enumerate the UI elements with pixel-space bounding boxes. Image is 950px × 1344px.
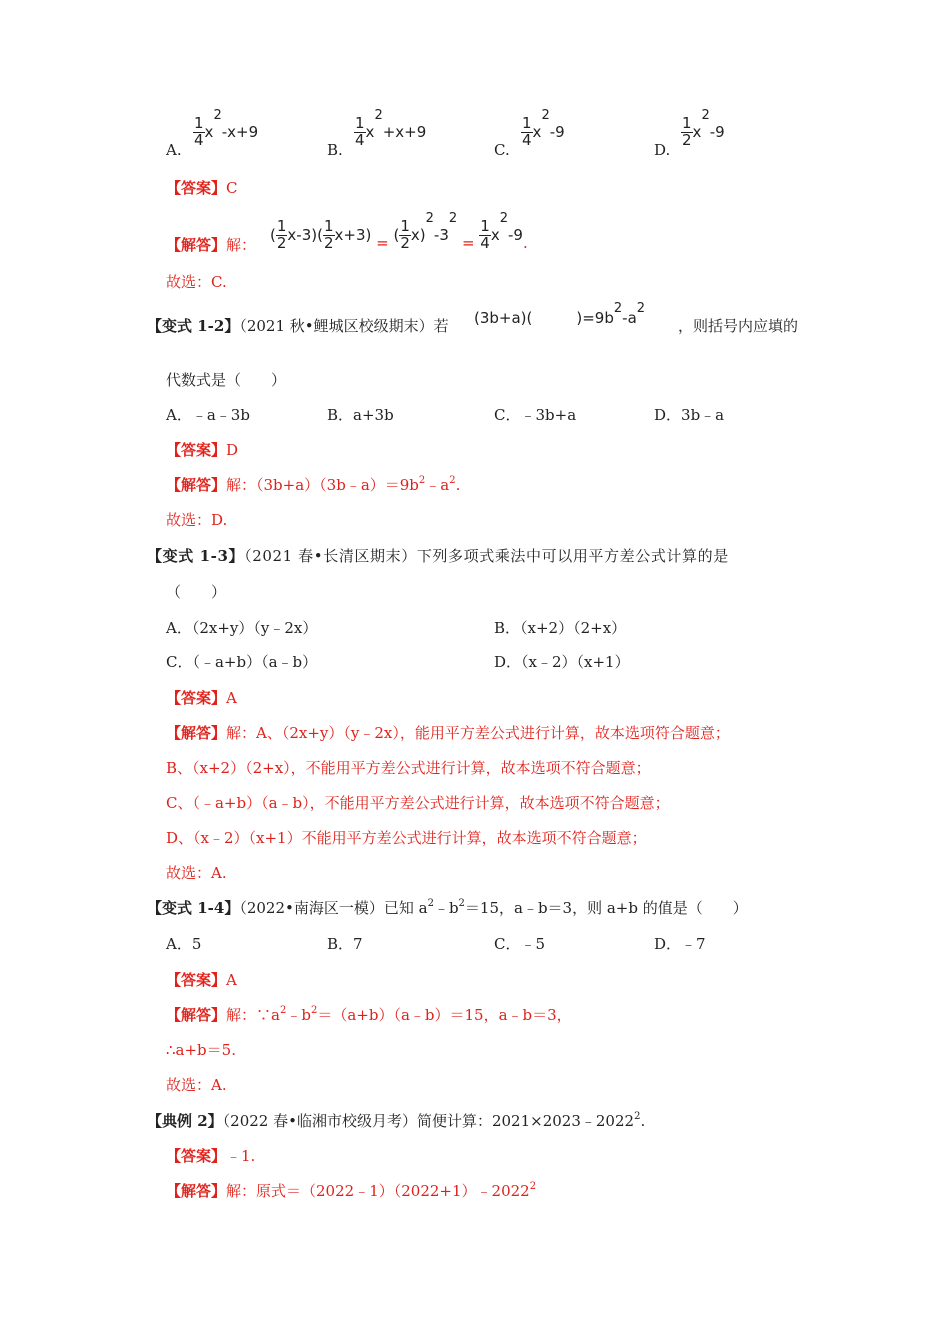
- frac-den: 4: [355, 130, 365, 149]
- solution-tag: 【解答】: [166, 476, 227, 494]
- solution-text: 解：原式＝（2022﹣1）（2022+1）﹣2022: [226, 1182, 530, 1200]
- frac-num: 1: [682, 114, 692, 132]
- term: -3: [433, 225, 449, 244]
- exp: 2: [310, 1005, 318, 1016]
- frac-num: 1: [480, 217, 490, 235]
- frac-den: 2: [323, 233, 334, 252]
- q1-choose: 故选：C.: [166, 273, 227, 291]
- term: x: [490, 225, 500, 244]
- exp: 2: [425, 211, 434, 226]
- v13-option-d: D．（x﹣2）（x+1）: [494, 653, 630, 671]
- question-source: （2021 秋•鲤城区校级期末）若: [239, 317, 449, 335]
- answer-tag: 【答案】: [166, 441, 227, 459]
- paren: (: [393, 225, 400, 244]
- answer-tag: 【答案】: [166, 971, 227, 989]
- question-tag: 【变式 1-3】: [147, 547, 245, 565]
- v12-solution: [166, 475, 460, 495]
- tail: -9: [709, 122, 725, 141]
- v14-solution-line1: [166, 1005, 572, 1025]
- ex2-answer: [166, 1146, 255, 1166]
- var: x: [532, 122, 542, 141]
- answer-value: ﹣1.: [226, 1147, 256, 1165]
- paren: (: [317, 225, 323, 244]
- v13-solution-line4: D、（x﹣2）（x+1）不能用平方差公式进行计算，故本选项不符合题意；: [166, 829, 647, 847]
- v12-choose: 故选：D.: [166, 511, 228, 529]
- v13-option-b: B．（x+2）（2+x）: [494, 619, 627, 637]
- v12-option-c: C．﹣3b+a: [494, 406, 577, 424]
- question-text: ＝15，a﹣b＝3，则 a+b 的值是（ ）: [464, 899, 748, 917]
- var: x: [204, 122, 214, 141]
- question-text: .: [640, 1112, 646, 1130]
- v13-question: [147, 546, 729, 566]
- equals-sign: =: [461, 233, 475, 252]
- v13-option-c: C．（﹣a+b）（a﹣b）: [166, 653, 318, 671]
- answer-value: A: [226, 689, 237, 707]
- v12-option-d: D．3b﹣a: [654, 406, 725, 424]
- ex2-question: [147, 1111, 645, 1131]
- v13-solution-line1: [166, 723, 730, 743]
- answer-value: A: [226, 971, 237, 989]
- q1-option-c-expr: [521, 108, 565, 149]
- term: x-3): [287, 225, 318, 244]
- q1-solution-lead: [166, 235, 256, 255]
- exp: 2: [541, 108, 550, 123]
- term: x): [410, 225, 426, 244]
- frac-den: 2: [682, 130, 692, 149]
- solution-text: ＝（a+b）（a﹣b）＝15，a﹣b＝3，: [317, 1006, 572, 1024]
- v14-answer: [166, 970, 237, 990]
- answer-value: C: [226, 179, 238, 197]
- period: .: [522, 233, 528, 252]
- answer-tag: 【答案】: [166, 179, 227, 197]
- paren: (: [270, 225, 276, 244]
- exp: 2: [499, 211, 509, 226]
- exp: 2: [636, 301, 646, 316]
- frac-num: 1: [276, 217, 287, 235]
- equals-sign: =: [376, 233, 389, 252]
- exp: 2: [449, 475, 456, 486]
- v14-option-a: A．5: [166, 935, 202, 953]
- v12-question: [147, 316, 449, 336]
- solution-text: ﹣b: [286, 1006, 311, 1024]
- solution-text: .: [455, 476, 461, 494]
- solution-text: 解：（3b+a）（3b﹣a）＝9b: [226, 476, 419, 494]
- q1-option-d-label: D.: [654, 141, 671, 159]
- frac-num: 1: [400, 217, 410, 235]
- exp: 2: [613, 301, 623, 316]
- q1-answer: [166, 178, 238, 198]
- question-text: （2022 春•临湘市校级月考）简便计算：2021×2023﹣2022: [222, 1112, 635, 1130]
- v12-answer: [166, 440, 238, 460]
- term: x+3): [334, 225, 372, 244]
- expr-minus: -a: [622, 309, 637, 327]
- tail: -9: [549, 122, 565, 141]
- solution-tag: 【解答】: [166, 1182, 227, 1200]
- q1-option-d-expr: [681, 108, 725, 149]
- frac-den: 4: [480, 233, 490, 252]
- expr-left: (3b+a)(: [474, 309, 533, 327]
- v13-answer: [166, 688, 237, 708]
- question-tag: 【变式 1-2】: [147, 317, 240, 335]
- question-tag: 【变式 1-4】: [147, 899, 240, 917]
- ex2-solution: [166, 1181, 536, 1201]
- v14-option-c: C．﹣5: [494, 935, 546, 953]
- tail: +x+9: [382, 122, 427, 141]
- frac-den: 2: [400, 233, 410, 252]
- v12-question-tail: ，则括号内应填的: [678, 317, 799, 335]
- v13-option-a: A．（2x+y）（y﹣2x）: [166, 619, 318, 637]
- v14-option-d: D．﹣7: [654, 935, 706, 953]
- q1-option-a-label: A.: [166, 141, 182, 159]
- exp: 2: [529, 1181, 537, 1192]
- answer-value: D: [226, 441, 239, 459]
- exp: 2: [448, 211, 458, 226]
- question-text: （2021 春•长清区期末）下列多项式乘法中可以用平方差公式计算的是: [244, 547, 729, 565]
- v12-question-line2: 代数式是（ ）: [166, 371, 287, 389]
- q1-option-b-label: B.: [327, 141, 343, 159]
- v12-expr: [474, 301, 646, 327]
- v13-choose: 故选：A.: [166, 864, 227, 882]
- exp: 2: [374, 108, 383, 123]
- question-text: ﹣b: [433, 899, 459, 917]
- exp: 2: [213, 108, 222, 123]
- q1-option-c-label: C.: [494, 141, 510, 159]
- exp: 2: [634, 1111, 641, 1122]
- v14-choose: 故选：A.: [166, 1076, 227, 1094]
- v14-question: [147, 898, 748, 918]
- answer-tag: 【答案】: [166, 1147, 227, 1165]
- frac-num: 1: [323, 217, 334, 235]
- frac-num: 1: [522, 114, 532, 132]
- question-tag: 【典例 2】: [147, 1112, 223, 1130]
- q1-solution-expr: [270, 211, 528, 252]
- exp: 2: [458, 898, 465, 909]
- v12-option-b: B．a+3b: [327, 406, 394, 424]
- v13-solution-line3: C、（﹣a+b）（a﹣b），不能用平方差公式进行计算，故本选项不符合题意；: [166, 794, 670, 812]
- term: -9: [508, 225, 523, 244]
- expr-right: )=9b: [576, 309, 614, 327]
- v14-option-b: B．7: [327, 935, 363, 953]
- answer-tag: 【答案】: [166, 689, 227, 707]
- v12-option-a: A．﹣a﹣3b: [166, 406, 250, 424]
- v13-solution-line2: B、（x+2）（2+x），不能用平方差公式进行计算，故本选项不符合题意；: [166, 759, 651, 777]
- solution-lead: 解：: [226, 236, 257, 254]
- q1-option-a-expr: [193, 108, 259, 149]
- exp: 2: [279, 1005, 287, 1016]
- q1-option-b-expr: [354, 108, 427, 149]
- frac-num: 1: [355, 114, 365, 132]
- solution-text: ﹣a: [425, 476, 450, 494]
- frac-den: 4: [522, 130, 532, 149]
- solution-tag: 【解答】: [166, 724, 227, 742]
- v13-question-line2: （ ）: [166, 583, 227, 601]
- v14-solution-line2: ∴a+b＝5.: [166, 1041, 236, 1059]
- question-text: （2022•南海区一模）已知 a: [239, 899, 428, 917]
- solution-tag: 【解答】: [166, 1006, 227, 1024]
- var: x: [692, 122, 702, 141]
- solution-tag: 【解答】: [166, 236, 227, 254]
- exp: 2: [418, 475, 426, 486]
- tail: -x+9: [221, 122, 259, 141]
- solution-text: 解：A、（2x+y）（y﹣2x），能用平方差公式进行计算，故本选项符合题意；: [226, 724, 730, 742]
- solution-text: 解：∵a: [226, 1006, 280, 1024]
- frac-den: 4: [194, 130, 204, 149]
- exp: 2: [701, 108, 710, 123]
- frac-den: 2: [276, 233, 287, 252]
- exp: 2: [427, 898, 434, 909]
- var: x: [365, 122, 375, 141]
- frac-num: 1: [194, 114, 204, 132]
